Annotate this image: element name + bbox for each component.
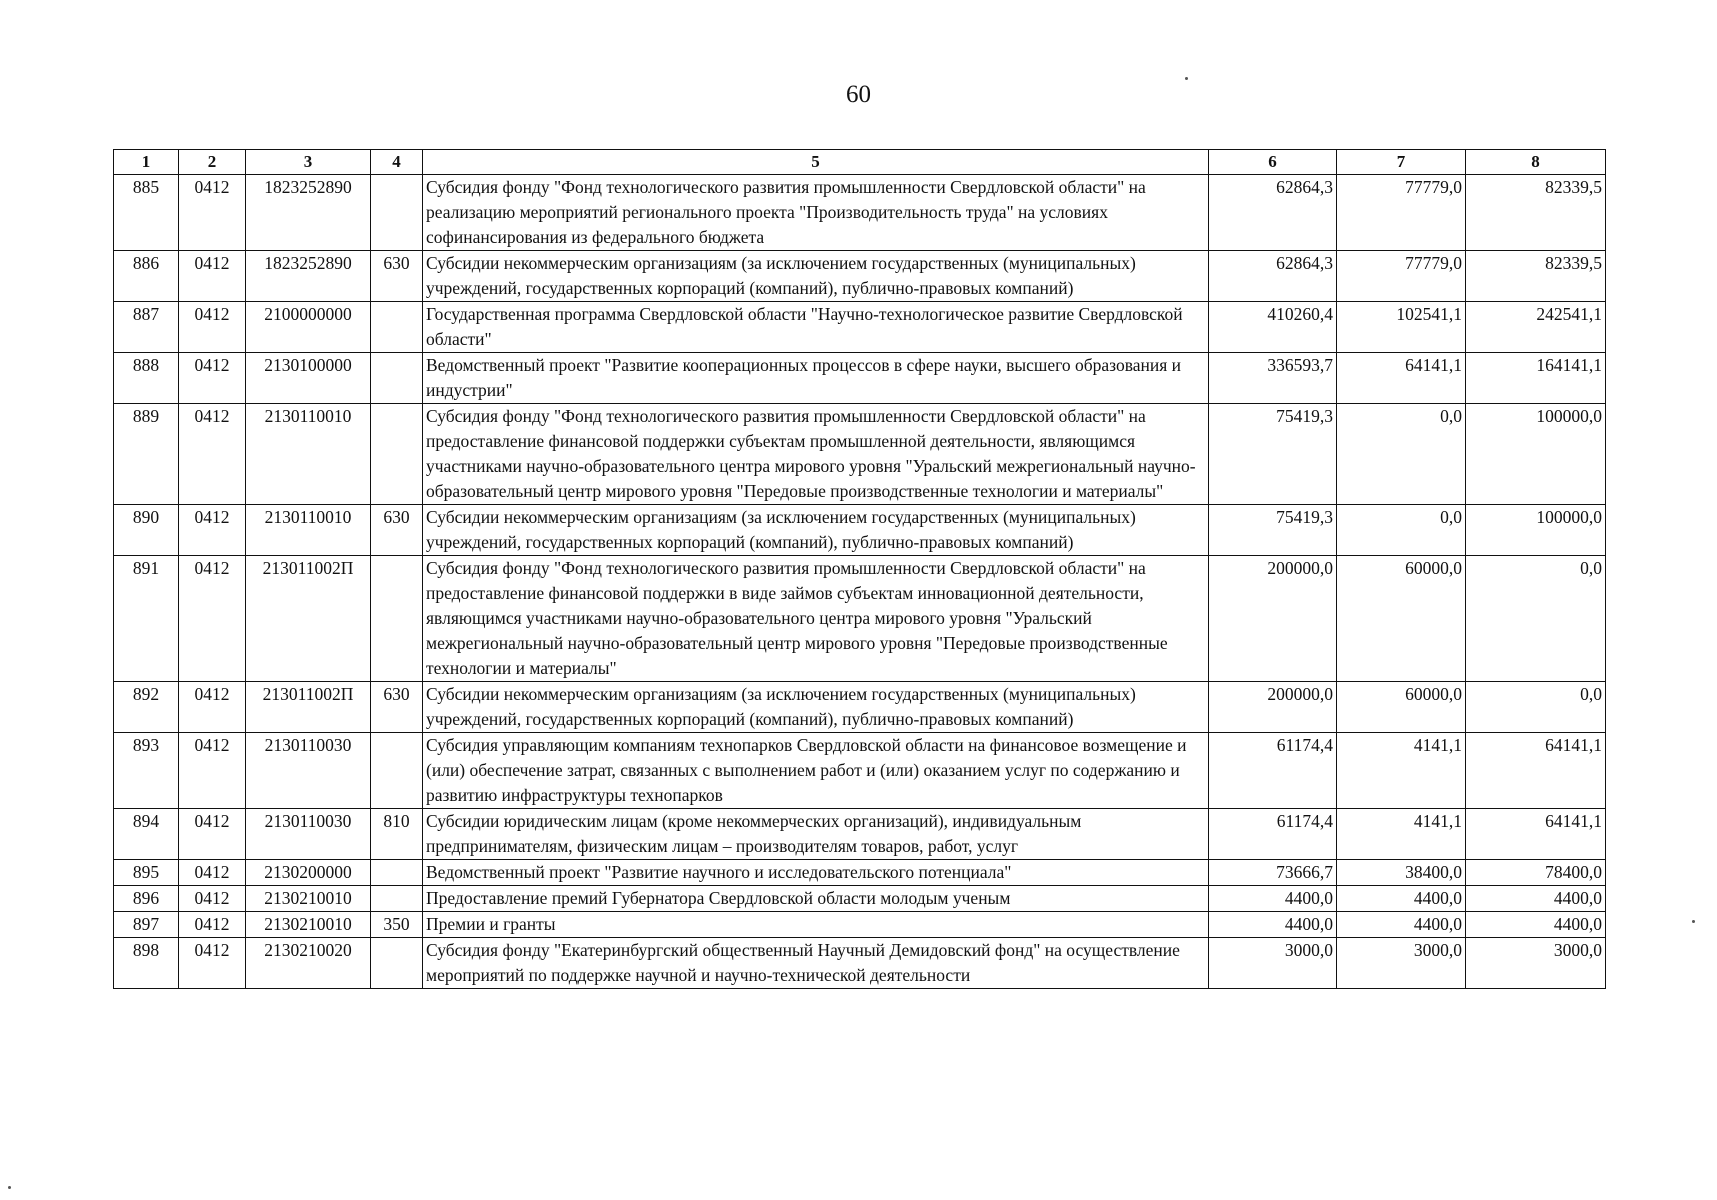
section-code: 0412 bbox=[179, 886, 246, 912]
amount-col6: 61174,4 bbox=[1209, 733, 1337, 809]
target-article-code: 2130110030 bbox=[246, 809, 371, 860]
amount-col7: 60000,0 bbox=[1337, 556, 1466, 682]
column-header: 8 bbox=[1466, 150, 1606, 175]
section-code: 0412 bbox=[179, 353, 246, 404]
amount-col7: 38400,0 bbox=[1337, 860, 1466, 886]
expense-type-code bbox=[371, 175, 423, 251]
table-row bbox=[114, 404, 1606, 505]
row-number: 889 bbox=[114, 404, 179, 505]
row-number: 897 bbox=[114, 912, 179, 938]
section-code: 0412 bbox=[179, 938, 246, 989]
table-row bbox=[114, 912, 1606, 938]
target-article-code: 2130210020 bbox=[246, 938, 371, 989]
scan-speck bbox=[1185, 77, 1188, 80]
amount-col6: 4400,0 bbox=[1209, 886, 1337, 912]
target-article-code: 2130210010 bbox=[246, 912, 371, 938]
target-article-code: 2130210010 bbox=[246, 886, 371, 912]
amount-col7: 77779,0 bbox=[1337, 175, 1466, 251]
table-row bbox=[114, 860, 1606, 886]
amount-col8: 4400,0 bbox=[1466, 912, 1606, 938]
section-code: 0412 bbox=[179, 404, 246, 505]
description: Ведомственный проект "Развитие научного и исследовательского потенциала" bbox=[423, 860, 1209, 886]
table-row bbox=[114, 938, 1606, 989]
amount-col8: 0,0 bbox=[1466, 556, 1606, 682]
amount-col6: 61174,4 bbox=[1209, 809, 1337, 860]
amount-col6: 4400,0 bbox=[1209, 912, 1337, 938]
amount-col7: 77779,0 bbox=[1337, 251, 1466, 302]
column-header: 1 bbox=[114, 150, 179, 175]
amount-col8: 82339,5 bbox=[1466, 175, 1606, 251]
table-row bbox=[114, 682, 1606, 733]
description: Субсидия фонду "Фонд технологического развития промышленности Свердловской области" на реализацию мероприятий регионального проекта "Производительность труда" на условиях софинансирования из федерального бюджета bbox=[423, 175, 1209, 251]
amount-col7: 4400,0 bbox=[1337, 912, 1466, 938]
amount-col8: 64141,1 bbox=[1466, 809, 1606, 860]
amount-col6: 73666,7 bbox=[1209, 860, 1337, 886]
scan-speck bbox=[8, 1186, 11, 1189]
description: Субсидии некоммерческим организациям (за исключением государственных (муниципальных) учреждений, государственных корпораций (компаний), публично-правовых компаний) bbox=[423, 505, 1209, 556]
amount-col8: 3000,0 bbox=[1466, 938, 1606, 989]
description: Субсидии юридическим лицам (кроме некоммерческих организаций), индивидуальным предпринимателям, физическим лицам – производителям товаров, работ, услуг bbox=[423, 809, 1209, 860]
section-code: 0412 bbox=[179, 912, 246, 938]
amount-col6: 75419,3 bbox=[1209, 404, 1337, 505]
description: Субсидии некоммерческим организациям (за исключением государственных (муниципальных) учреждений, государственных корпораций (компаний), публично-правовых компаний) bbox=[423, 682, 1209, 733]
expense-type-code bbox=[371, 733, 423, 809]
page-number: 60 bbox=[846, 81, 871, 108]
amount-col7: 64141,1 bbox=[1337, 353, 1466, 404]
expense-type-code: 630 bbox=[371, 682, 423, 733]
target-article-code: 213011002П bbox=[246, 556, 371, 682]
target-article-code: 2130110010 bbox=[246, 505, 371, 556]
amount-col8: 100000,0 bbox=[1466, 404, 1606, 505]
section-code: 0412 bbox=[179, 733, 246, 809]
target-article-code: 213011002П bbox=[246, 682, 371, 733]
row-number: 888 bbox=[114, 353, 179, 404]
column-header: 6 bbox=[1209, 150, 1337, 175]
expense-type-code bbox=[371, 404, 423, 505]
row-number: 898 bbox=[114, 938, 179, 989]
target-article-code: 2130100000 bbox=[246, 353, 371, 404]
section-code: 0412 bbox=[179, 505, 246, 556]
amount-col6: 200000,0 bbox=[1209, 682, 1337, 733]
section-code: 0412 bbox=[179, 175, 246, 251]
section-code: 0412 bbox=[179, 860, 246, 886]
section-code: 0412 bbox=[179, 302, 246, 353]
column-header: 3 bbox=[246, 150, 371, 175]
amount-col6: 75419,3 bbox=[1209, 505, 1337, 556]
budget-table bbox=[113, 149, 1606, 989]
section-code: 0412 bbox=[179, 682, 246, 733]
amount-col7: 60000,0 bbox=[1337, 682, 1466, 733]
amount-col8: 82339,5 bbox=[1466, 251, 1606, 302]
table-row bbox=[114, 505, 1606, 556]
amount-col6: 336593,7 bbox=[1209, 353, 1337, 404]
table-row bbox=[114, 886, 1606, 912]
description: Субсидия управляющим компаниям технопарков Свердловской области на финансовое возмещение и (или) обеспечение затрат, связанных с выполнением работ и (или) оказанием услуг по содержанию и развитию инфраструктуры технопарков bbox=[423, 733, 1209, 809]
amount-col6: 62864,3 bbox=[1209, 175, 1337, 251]
target-article-code: 2130110030 bbox=[246, 733, 371, 809]
description: Государственная программа Свердловской области "Научно-технологическое развитие Свердловской области" bbox=[423, 302, 1209, 353]
row-number: 891 bbox=[114, 556, 179, 682]
row-number: 893 bbox=[114, 733, 179, 809]
scan-speck bbox=[1692, 920, 1695, 923]
description: Субсидия фонду "Екатеринбургский общественный Научный Демидовский фонд" на осуществление мероприятий по поддержке научной и научно-технической деятельности bbox=[423, 938, 1209, 989]
section-code: 0412 bbox=[179, 251, 246, 302]
row-number: 894 bbox=[114, 809, 179, 860]
row-number: 896 bbox=[114, 886, 179, 912]
expense-type-code: 810 bbox=[371, 809, 423, 860]
description: Субсидия фонду "Фонд технологического развития промышленности Свердловской области" на предоставление финансовой поддержки в виде займов субъектам инновационной деятельности, являющимся участниками научно-образовательного центра мирового уровня "Уральский межрегиональный научно-образовательный центр мирового уровня "Передовые производственные технологии и материалы" bbox=[423, 556, 1209, 682]
table-row bbox=[114, 175, 1606, 251]
amount-col6: 410260,4 bbox=[1209, 302, 1337, 353]
column-header: 7 bbox=[1337, 150, 1466, 175]
expense-type-code: 630 bbox=[371, 251, 423, 302]
table-row bbox=[114, 302, 1606, 353]
row-number: 887 bbox=[114, 302, 179, 353]
target-article-code: 1823252890 bbox=[246, 251, 371, 302]
row-number: 885 bbox=[114, 175, 179, 251]
target-article-code: 2100000000 bbox=[246, 302, 371, 353]
amount-col7: 3000,0 bbox=[1337, 938, 1466, 989]
column-header: 5 bbox=[423, 150, 1209, 175]
amount-col8: 0,0 bbox=[1466, 682, 1606, 733]
amount-col6: 200000,0 bbox=[1209, 556, 1337, 682]
amount-col8: 164141,1 bbox=[1466, 353, 1606, 404]
expense-type-code bbox=[371, 938, 423, 989]
amount-col6: 3000,0 bbox=[1209, 938, 1337, 989]
description: Субсидия фонду "Фонд технологического развития промышленности Свердловской области" на предоставление финансовой поддержки субъектам промышленной деятельности, являющимся участниками научно-образовательного центра мирового уровня "Уральский межрегиональный научно-образовательный центр мирового уровня "Передовые производственные технологии и материалы" bbox=[423, 404, 1209, 505]
row-number: 886 bbox=[114, 251, 179, 302]
table-row bbox=[114, 733, 1606, 809]
amount-col7: 102541,1 bbox=[1337, 302, 1466, 353]
description: Премии и гранты bbox=[423, 912, 1209, 938]
row-number: 895 bbox=[114, 860, 179, 886]
table-header-row bbox=[114, 150, 1606, 175]
column-header: 4 bbox=[371, 150, 423, 175]
description: Предоставление премий Губернатора Свердловской области молодым ученым bbox=[423, 886, 1209, 912]
amount-col6: 62864,3 bbox=[1209, 251, 1337, 302]
target-article-code: 2130200000 bbox=[246, 860, 371, 886]
row-number: 892 bbox=[114, 682, 179, 733]
row-number: 890 bbox=[114, 505, 179, 556]
amount-col7: 4400,0 bbox=[1337, 886, 1466, 912]
amount-col7: 0,0 bbox=[1337, 505, 1466, 556]
expense-type-code bbox=[371, 556, 423, 682]
amount-col8: 242541,1 bbox=[1466, 302, 1606, 353]
table-row bbox=[114, 809, 1606, 860]
amount-col8: 100000,0 bbox=[1466, 505, 1606, 556]
table-row bbox=[114, 251, 1606, 302]
target-article-code: 2130110010 bbox=[246, 404, 371, 505]
expense-type-code bbox=[371, 860, 423, 886]
expense-type-code: 630 bbox=[371, 505, 423, 556]
description: Ведомственный проект "Развитие кооперационных процессов в сфере науки, высшего образования и индустрии" bbox=[423, 353, 1209, 404]
target-article-code: 1823252890 bbox=[246, 175, 371, 251]
amount-col7: 4141,1 bbox=[1337, 809, 1466, 860]
column-header: 2 bbox=[179, 150, 246, 175]
table-row bbox=[114, 353, 1606, 404]
section-code: 0412 bbox=[179, 809, 246, 860]
expense-type-code bbox=[371, 302, 423, 353]
amount-col7: 4141,1 bbox=[1337, 733, 1466, 809]
section-code: 0412 bbox=[179, 556, 246, 682]
expense-type-code bbox=[371, 353, 423, 404]
table-row bbox=[114, 556, 1606, 682]
amount-col8: 64141,1 bbox=[1466, 733, 1606, 809]
description: Субсидии некоммерческим организациям (за исключением государственных (муниципальных) учреждений, государственных корпораций (компаний), публично-правовых компаний) bbox=[423, 251, 1209, 302]
expense-type-code: 350 bbox=[371, 912, 423, 938]
amount-col8: 4400,0 bbox=[1466, 886, 1606, 912]
amount-col8: 78400,0 bbox=[1466, 860, 1606, 886]
amount-col7: 0,0 bbox=[1337, 404, 1466, 505]
expense-type-code bbox=[371, 886, 423, 912]
